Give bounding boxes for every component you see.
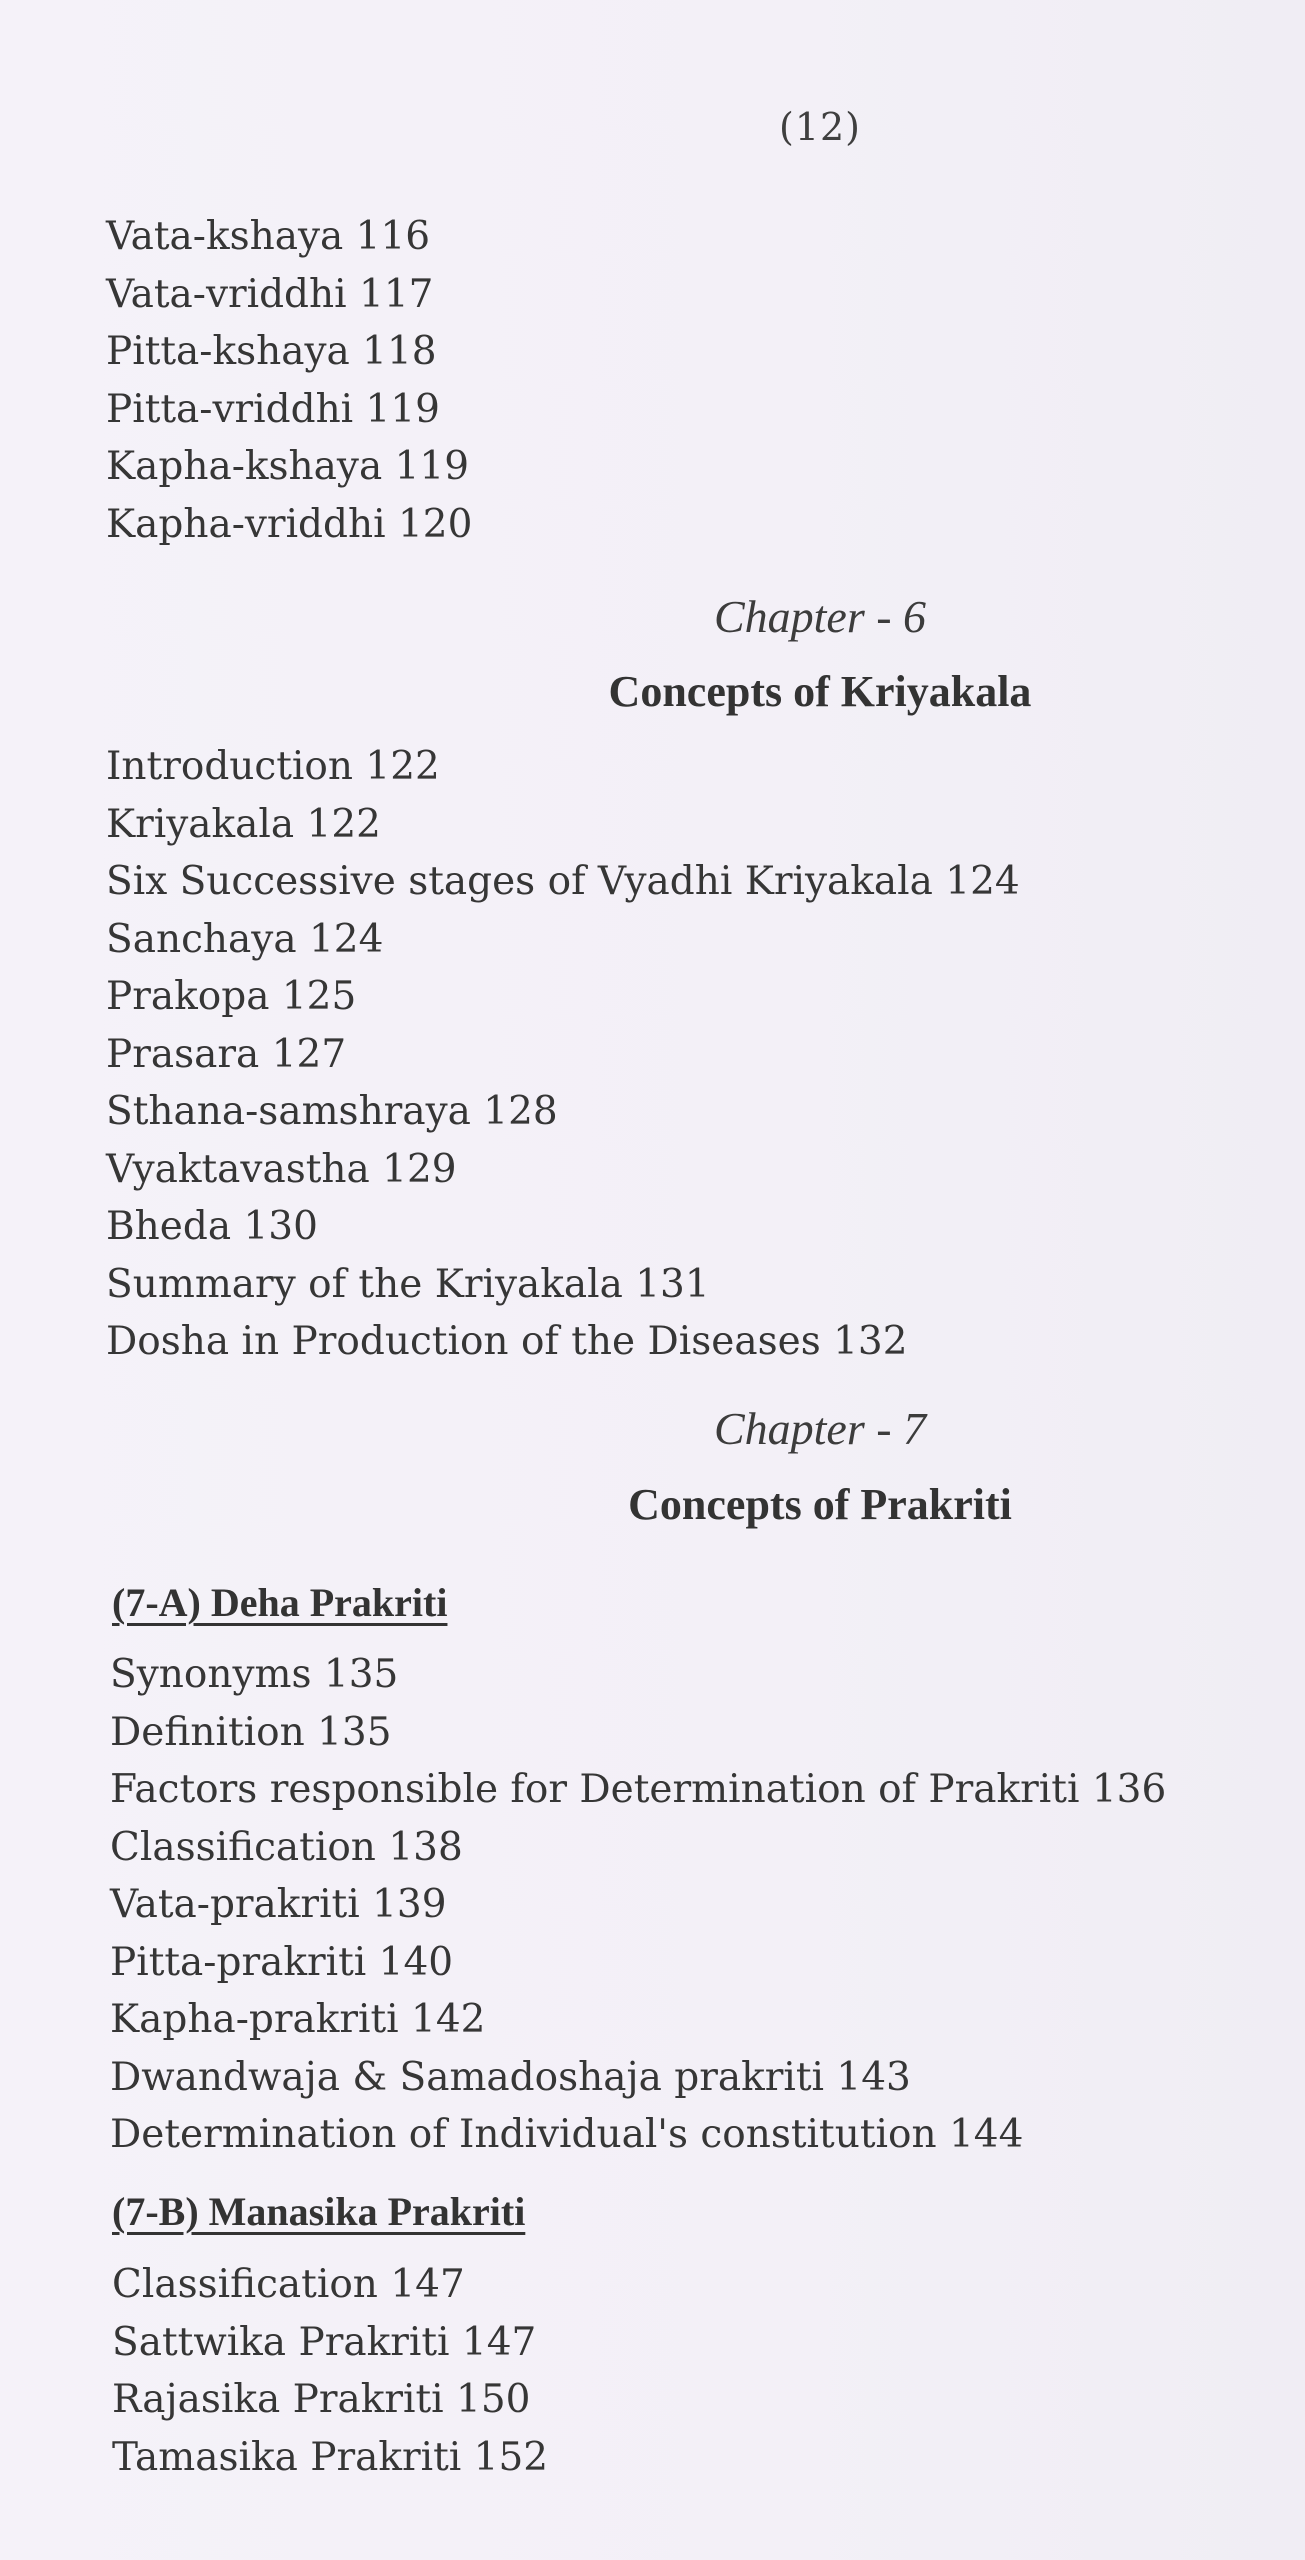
toc-entry: Tamasika Prakriti 152 [112, 2434, 549, 2480]
section-heading-deha-prakriti: (7-A) Deha Prakriti [112, 1580, 448, 1625]
chapter-7-label: Chapter - 7 [713, 1403, 927, 1454]
toc-entry: Determination of Individual's constitution 144 [110, 2112, 1024, 2157]
toc-entry: Kapha-prakriti 142 [110, 1997, 486, 2042]
toc-entry: Pitta-prakriti 140 [110, 1939, 454, 1985]
toc-entry: Sthana-samshraya 128 [106, 1089, 558, 1134]
toc-entry: Sattwika Prakriti 147 [112, 2319, 537, 2365]
toc-entry: Bheda 130 [106, 1204, 318, 1249]
toc-entry: Factors responsible for Determination of Prakriti 136 [110, 1767, 1167, 1812]
toc-entry: Definition 135 [110, 1709, 392, 1755]
toc-entry: Vata-vriddhi 117 [106, 271, 434, 317]
chapter-7-title: Concepts of Prakriti [628, 1480, 1012, 1529]
toc-list-manasika-prakriti [112, 2256, 548, 2486]
toc-entry: Sanchaya 124 [106, 916, 384, 962]
toc-entry: Vata-kshaya 116 [106, 214, 431, 259]
toc-entry: Rajasika Prakriti 150 [112, 2377, 531, 2422]
toc-list-chapter-6 [106, 738, 1020, 1371]
toc-entry: Kapha-kshaya 119 [106, 444, 470, 489]
section-heading-manasika-prakriti: (7-B) Manasika Prakriti [112, 2189, 526, 2234]
toc-entry: Kriyakala 122 [106, 801, 381, 847]
toc-list-chapter-5-continued [106, 208, 472, 553]
toc-entry: Classification 147 [112, 2262, 465, 2307]
toc-entry: Pitta-kshaya 118 [106, 329, 437, 374]
toc-list-deha-prakriti [110, 1646, 1166, 2164]
chapter-6-title: Concepts of Kriyakala [608, 667, 1032, 716]
toc-entry: Vyaktavastha 129 [106, 1146, 457, 1192]
toc-entry: Synonyms 135 [110, 1652, 399, 1697]
toc-entry: Kapha-vriddhi 120 [106, 501, 473, 547]
toc-entry: Introduction 122 [106, 744, 440, 789]
toc-entry: Classification 138 [110, 1824, 463, 1870]
toc-entry: Prakopa 125 [106, 974, 357, 1019]
chapter-6-label: Chapter - 6 [713, 591, 927, 642]
toc-entry: Dosha in Production of the Diseases 132 [106, 1319, 908, 1364]
toc-entry: Prasara 127 [106, 1031, 347, 1077]
toc-entry: Six Successive stages of Vyadhi Kriyakala 124 [106, 859, 1020, 904]
page-number: (12) [778, 105, 862, 149]
toc-entry: Summary of the Kriyakala 131 [106, 1261, 710, 1307]
toc-entry: Vata-prakriti 139 [110, 1882, 447, 1927]
toc-entry: Pitta-vriddhi 119 [106, 386, 440, 432]
toc-entry: Dwandwaja & Samadoshaja prakriti 143 [110, 2054, 911, 2100]
